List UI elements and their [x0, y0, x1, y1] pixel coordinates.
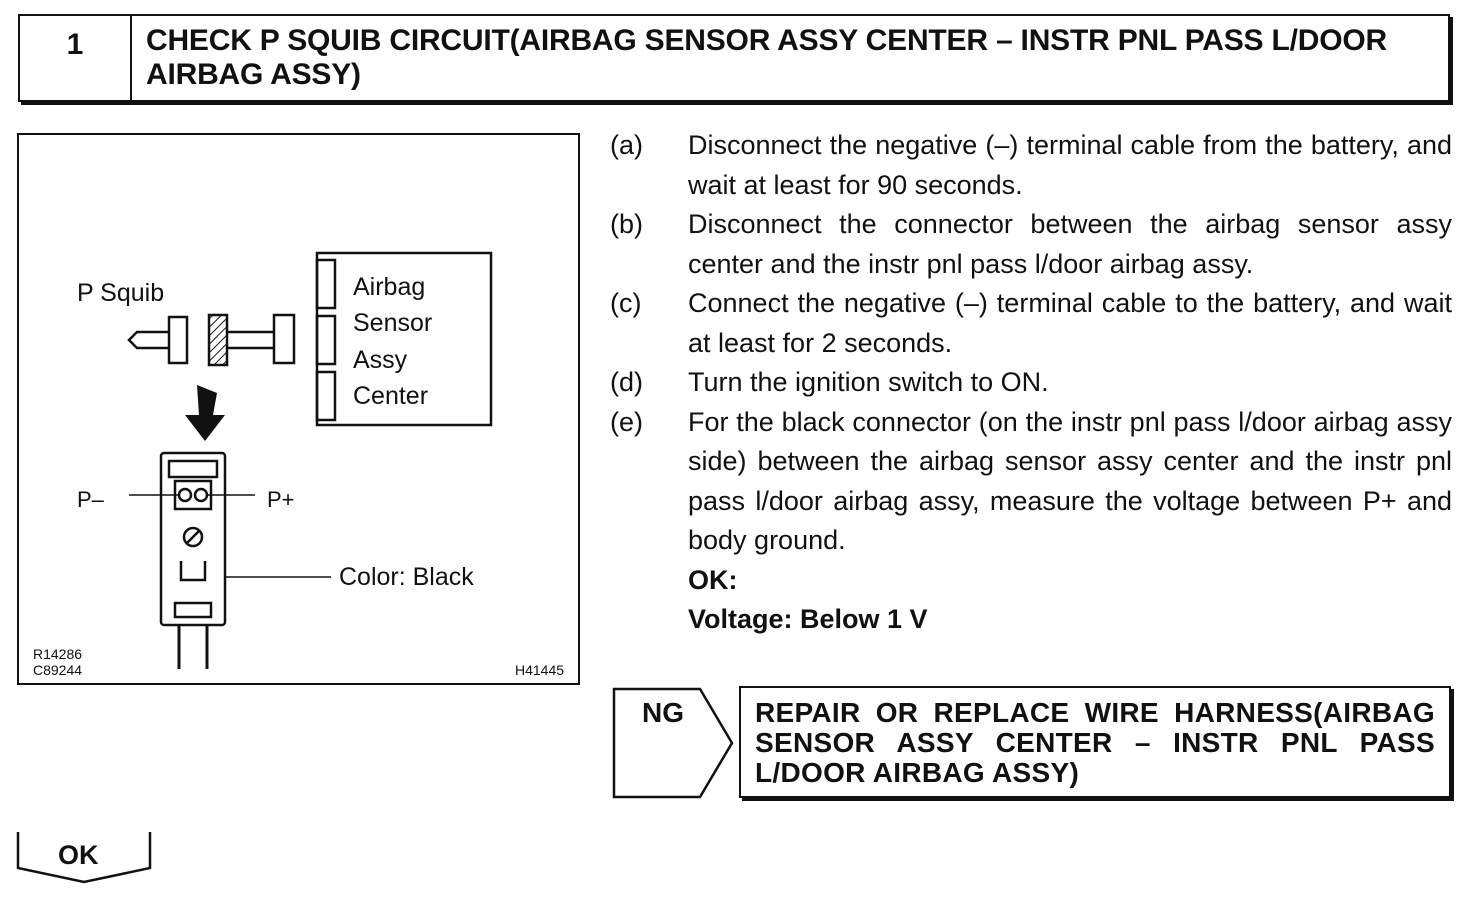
step-header [18, 14, 1450, 102]
step-label: (e) [610, 406, 643, 437]
step-item [610, 403, 1452, 561]
ok-label: OK [58, 840, 99, 870]
harness-connector [274, 315, 294, 363]
ng-label: NG [642, 697, 684, 728]
ref-code-2: C89244 [33, 662, 83, 678]
connector-illustration [17, 133, 580, 685]
ng-action-box [739, 686, 1451, 798]
step-label: (b) [610, 209, 643, 239]
ng-action-text: REPAIR OR REPLACE WIRE HARNESS(AIRBAG SENSOR ASSY CENTER – INSTR PNL PASS L/DOOR AIRBAG ASSY) [755, 697, 1435, 788]
ref-code-1: R14286 [33, 646, 83, 662]
step-label: (d) [610, 367, 643, 397]
p-squib-label: P Squib [77, 279, 165, 307]
step-text: Disconnect the connector between the airbag sensor assy center and the instr pnl pass l/door airbag assy. [688, 209, 1452, 279]
step-item [610, 126, 1452, 205]
ecu-label-line-4: Center [353, 382, 429, 410]
squib-connector-body [169, 317, 187, 363]
step-number: 1 [20, 16, 132, 100]
step-label: (a) [610, 130, 643, 160]
p-minus-label: P– [77, 487, 104, 512]
ecu-label-line-2: Sensor [353, 309, 433, 337]
step-item [610, 284, 1452, 363]
color-label: Color: Black [339, 563, 474, 591]
spec-block [610, 561, 1452, 639]
figure-code: H41445 [515, 662, 565, 678]
ecu-label-line-3: Assy [353, 346, 408, 374]
spec-ok-label: OK: [688, 564, 738, 595]
ecu-label-line-1: Airbag [353, 273, 426, 301]
p-plus-label: P+ [267, 487, 295, 512]
step-text: For the black connector (on the instr pnl pass l/door airbag assy side) between the airbag sensor assy center and the instr pnl pass l/door airbag assy, measure the voltage between P+ and body ground. [688, 406, 1452, 555]
down-arrow-icon [185, 385, 225, 441]
mating-connector [209, 315, 227, 365]
black-connector-body [161, 453, 225, 625]
connector-drawing [19, 135, 580, 685]
step-text: Turn the ignition switch to ON. [688, 367, 1049, 397]
procedure-steps [610, 126, 1452, 639]
spec-value: Voltage: Below 1 V [688, 603, 928, 634]
step-text: Disconnect the negative (–) terminal cable from the battery, and wait at least for 90 seconds. [688, 130, 1452, 200]
step-text: Connect the negative (–) terminal cable to the battery, and wait at least for 2 seconds. [688, 288, 1452, 358]
step-title: CHECK P SQUIB CIRCUIT(AIRBAG SENSOR ASSY CENTER – INSTR PNL PASS L/DOOR AIRBAG ASSY) [146, 24, 1387, 91]
squib-connector-plug [129, 332, 169, 348]
step-label: (c) [610, 288, 642, 318]
step-item [610, 363, 1452, 403]
step-item [610, 205, 1452, 284]
